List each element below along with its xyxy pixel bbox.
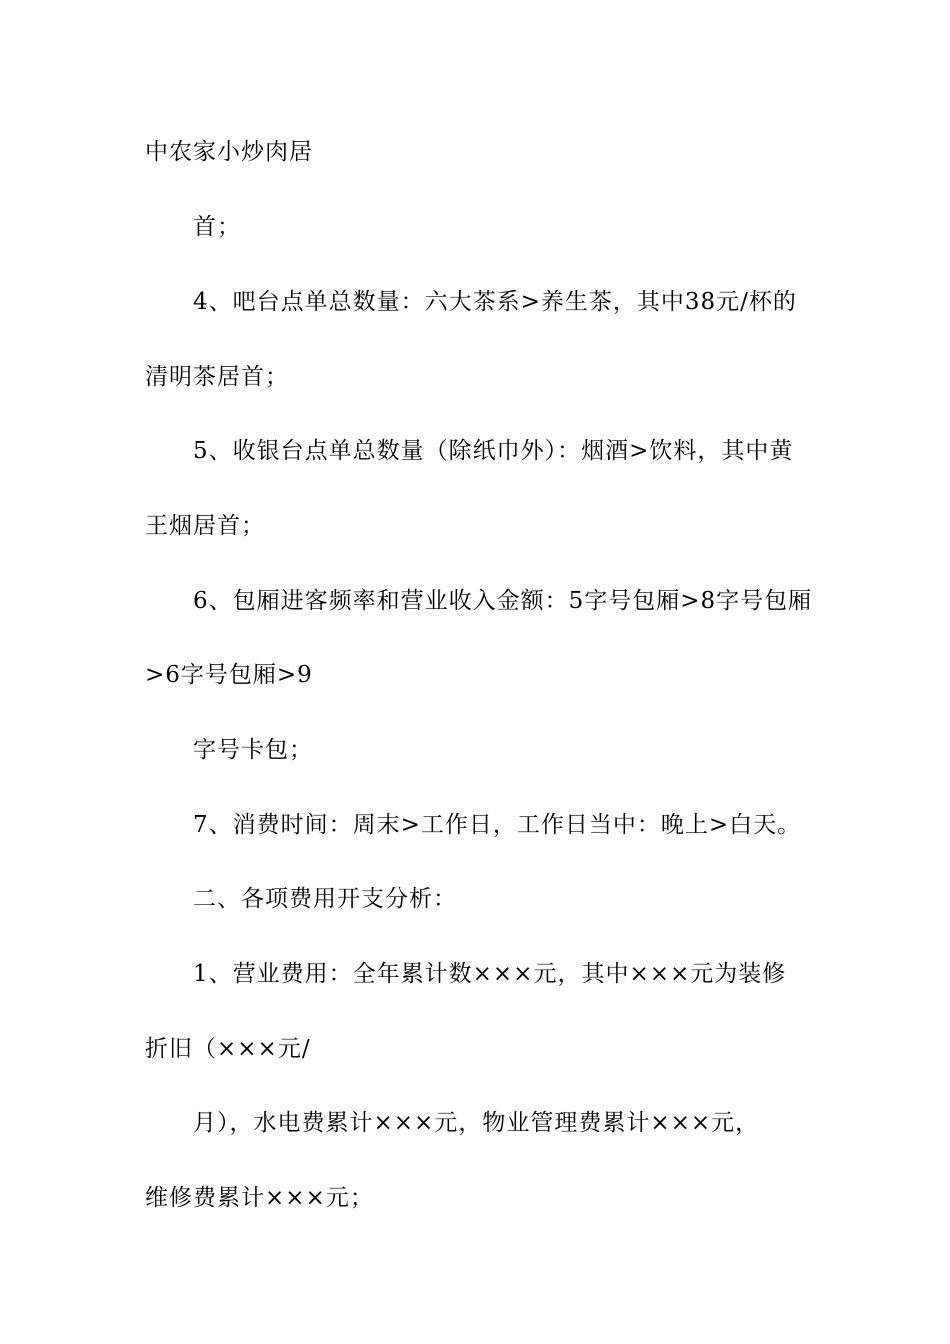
text-line-1: 中农家小炒肉居 [145, 139, 313, 165]
section-heading: 二、各项费用开支分析： [193, 886, 457, 912]
text-line-15: 维修费累计×××元； [145, 1185, 374, 1211]
text-line-7: 6、包厢进客频率和营业收入金额：5字号包厢>8字号包厢 [193, 588, 813, 614]
text-line-13: 折旧（×××元/ [145, 1036, 311, 1062]
text-line-6: 王烟居首； [145, 513, 265, 539]
text-line-2: 首； [193, 214, 241, 240]
text-line-4: 清明茶居首； [145, 364, 289, 390]
text-line-8: >6字号包厢>9 [145, 662, 313, 688]
text-line-10: 7、消费时间：周末>工作日，工作日当中：晚上>白天。 [193, 812, 802, 838]
text-line-5: 5、收银台点单总数量（除纸巾外）：烟酒>饮料，其中黄 [193, 438, 794, 464]
text-line-3: 4、吧台点单总数量：六大茶系>养生茶，其中38元/杯的 [193, 289, 797, 315]
text-line-14: 月），水电费累计×××元，物业管理费累计×××元， [193, 1110, 760, 1136]
text-line-12: 1、营业费用：全年累计数×××元，其中×××元为装修 [193, 961, 787, 987]
text-line-9: 字号卡包； [193, 737, 313, 763]
